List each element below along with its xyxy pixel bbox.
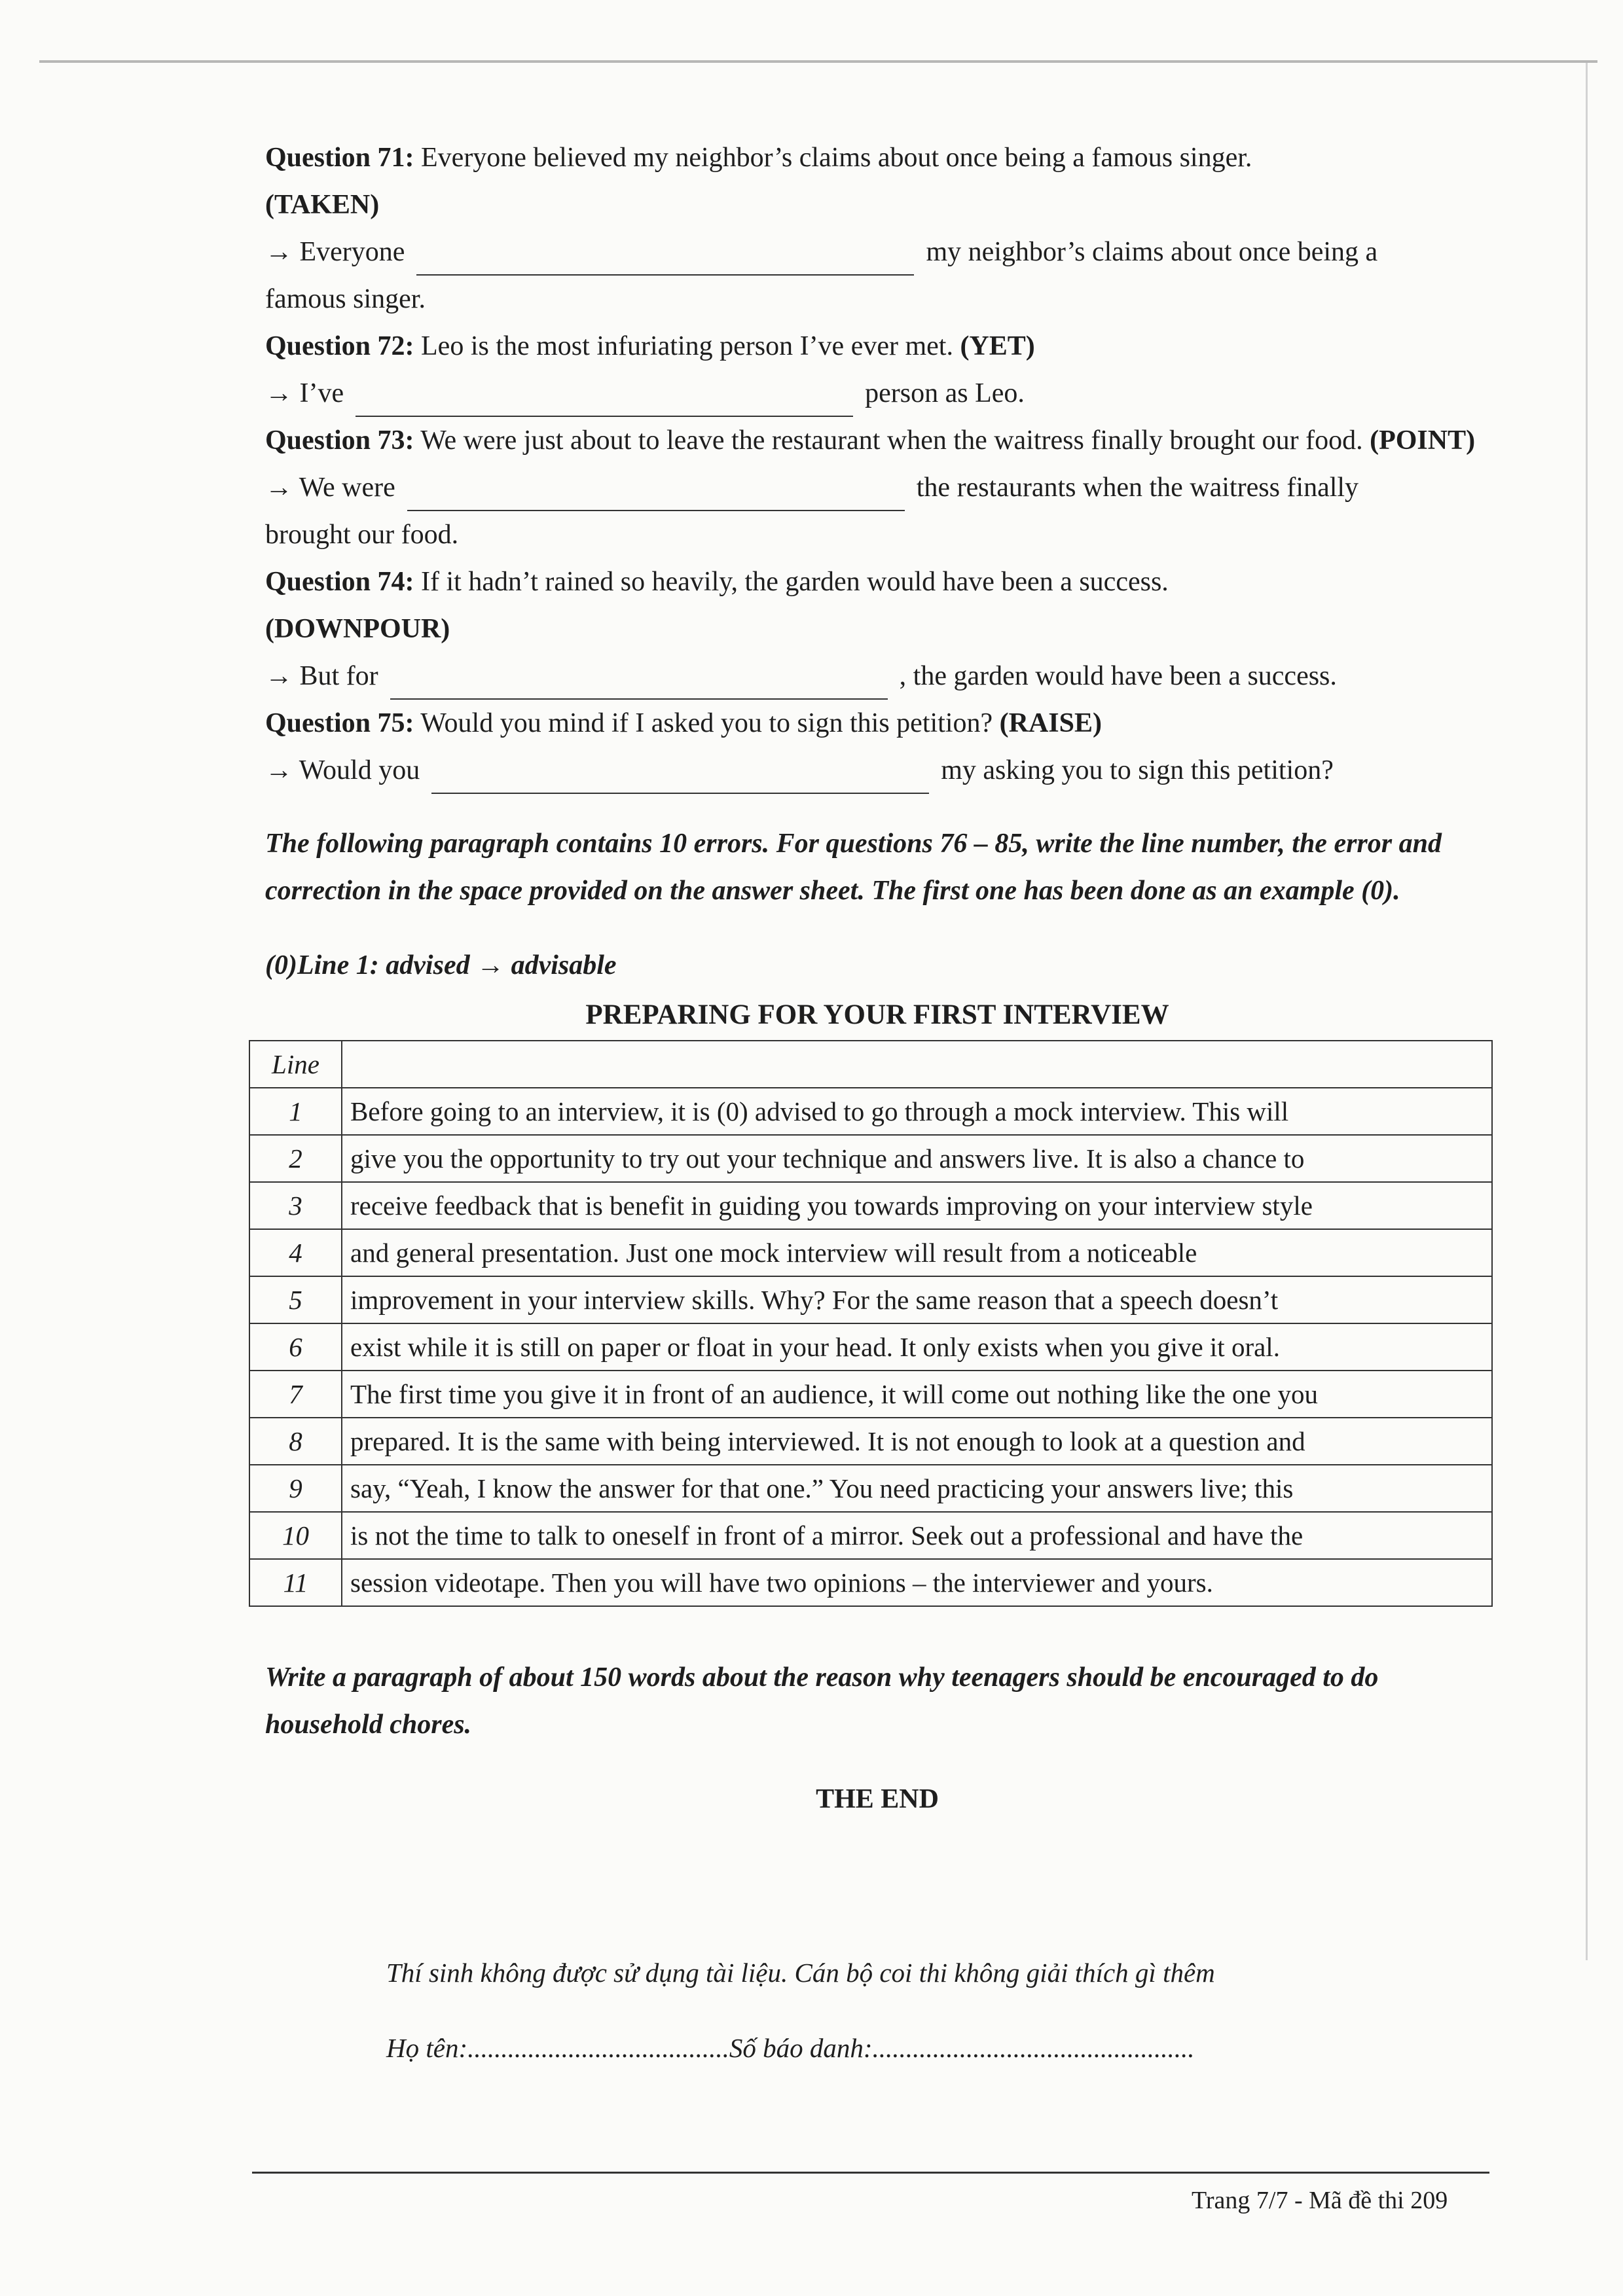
table-row: 2 give you the opportunity to try out your technique and answers live. It is also a chance to [249, 1135, 1492, 1182]
answer-71: → Everyone my neighbor’s claims about once being a [265, 228, 1489, 276]
table-row: 11 session videotape. Then you will have two opinions – the interviewer and yours. [249, 1559, 1492, 1606]
answer-blank-72[interactable] [356, 389, 853, 417]
table-row: 8 prepared. It is the same with being interviewed. It is not enough to look at a question and [249, 1418, 1492, 1465]
text-header [342, 1041, 1492, 1088]
exam-note: Thí sinh không được sử dụng tài liệu. Cán bộ coi thi không giải thích gì thêm [386, 1958, 1215, 1988]
name-field[interactable]: ....................................... [467, 2033, 729, 2063]
table-row: 7 The first time you give it in front of an audience, it will come out nothing like the one you [249, 1371, 1492, 1418]
table-row: 9 say, “Yeah, I know the answer for that one.” You need practicing your answers live; this [249, 1465, 1492, 1512]
footer-divider [252, 2172, 1489, 2174]
passage-title: PREPARING FOR YOUR FIRST INTERVIEW [585, 999, 1169, 1030]
scan-edge-right [1586, 62, 1588, 1960]
scan-edge-top [39, 60, 1597, 63]
answer-blank-75[interactable] [431, 766, 929, 794]
example-answer: (0)Line 1: advised → advisable [265, 950, 617, 980]
error-instructions: The following paragraph contains 10 errors. For questions 76 – 85, write the line number, the error and correction in the space provided on the answer sheet. The first one has been done as an example (0). [265, 829, 1442, 906]
page-footer: Trang 7/7 - Mã đề thi 209 [1192, 2187, 1448, 2214]
question-75: Question 75: Would you mind if I asked you to sign this petition? (RAISE) [265, 708, 1103, 738]
question-73: Question 73: We were just about to leave the restaurant when the waitress finally brought our food. (POINT) [265, 425, 1476, 456]
answer-73: → We were the restaurants when the waitress finally [265, 464, 1489, 511]
candidate-info: Họ tên:.......................................Số báo danh:................................................ [386, 2033, 1195, 2063]
answer-blank-71[interactable] [416, 248, 914, 276]
the-end: THE END [816, 1784, 939, 1814]
candidate-number-field[interactable]: ................................................ [872, 2033, 1195, 2063]
table-row: 4 and general presentation. Just one mock interview will result from a noticeable [249, 1229, 1492, 1276]
passage-table [249, 1040, 1493, 1607]
table-row: 5 improvement in your interview skills. Why? For the same reason that a speech doesn’t [249, 1276, 1492, 1323]
answer-72: → I’ve person as Leo. [265, 370, 1489, 417]
question-74: Question 74: If it hadn’t rained so heavily, the garden would have been a success. (DOWNPOUR) [265, 567, 1169, 644]
question-72: Question 72: Leo is the most infuriating person I’ve ever met. (YET) [265, 331, 1035, 361]
answer-74: → But for , the garden would have been a success. [265, 653, 1489, 700]
answer-75: → Would you my asking you to sign this petition? [265, 747, 1489, 794]
table-row: 3 receive feedback that is benefit in guiding you towards improving on your interview style [249, 1182, 1492, 1229]
question-71: Question 71: Everyone believed my neighbor’s claims about once being a famous singer. (TAKEN) [265, 143, 1252, 220]
line-header: Line [249, 1041, 342, 1088]
writing-task: Write a paragraph of about 150 words about the reason why teenagers should be encouraged to do household chores. [265, 1662, 1379, 1740]
table-header-row [249, 1041, 1492, 1088]
answer-blank-74[interactable] [390, 672, 888, 700]
table-row: 6 exist while it is still on paper or float in your head. It only exists when you give it oral. [249, 1323, 1492, 1371]
table-row: 10 is not the time to talk to oneself in front of a mirror. Seek out a professional and have the [249, 1512, 1492, 1559]
exam-content: Question 71: Everyone believed my neighbor’s claims about once being a famous singer. (TAKEN) → Everyone my neighbor’s claims about once being a famous singer. Question 72: Leo is the most infuriating person I’ve ever met. (YET) → I’ve person as Leo. Question 73: We were just about to leave the restaurant when the waitress finally brought our food. (POINT) → We were the restaurants when the waitress finally brought our food. Question 74: If it hadn’t rained so heavily, the garden would have been a success. (DOWNPOUR) → But for , the garden would have been a success. Question 75: Would you mind if I asked you to sign this petition? (RAISE) → Would you my asking you to sign this petition? The following paragraph contains 10 errors. For questions 76 – 85, write the line number, the error and correction in the space provided on the answer sheet. The first one has been done as an example (0). (0)Line 1: advised → advisable PREPARING FOR YOUR FIRST INTERVIEW Line 1 Before going to an interview, it is (0) advised to go through a mock interview. This will 2 give you the opportunity to try out your technique and answers live. It is also a chance to 3 receive feedback that is benefit in guiding you towards improving on your interview style 4 and general presentation. Just one mock interview will result from a noticeable 5 improvement in your interview skills. Why? For the same reason that a speech doesn’t 6 exist while it is still on paper or float in your head. It only exists when you give it oral. 7 The first time you give it in front of an audience, it will come out nothing like the one you 8 prepared. It is the same with being interviewed. It is not enough to look at a question and 9 say, “Yeah, I know the answer for that one.” You need practicing your answers live; this 10 is not the time to talk to oneself in front of a mirror. Seek out a professional and have the 11 session videotape. Then you will have two opinions – the interviewer and yours. Write a paragraph of about 150 words about the reason why teenagers should be encouraged to do household chores. THE END [265, 134, 1489, 1823]
table-row: 1 Before going to an interview, it is (0) advised to go through a mock interview. This will [249, 1088, 1492, 1135]
answer-blank-73[interactable] [407, 484, 905, 511]
